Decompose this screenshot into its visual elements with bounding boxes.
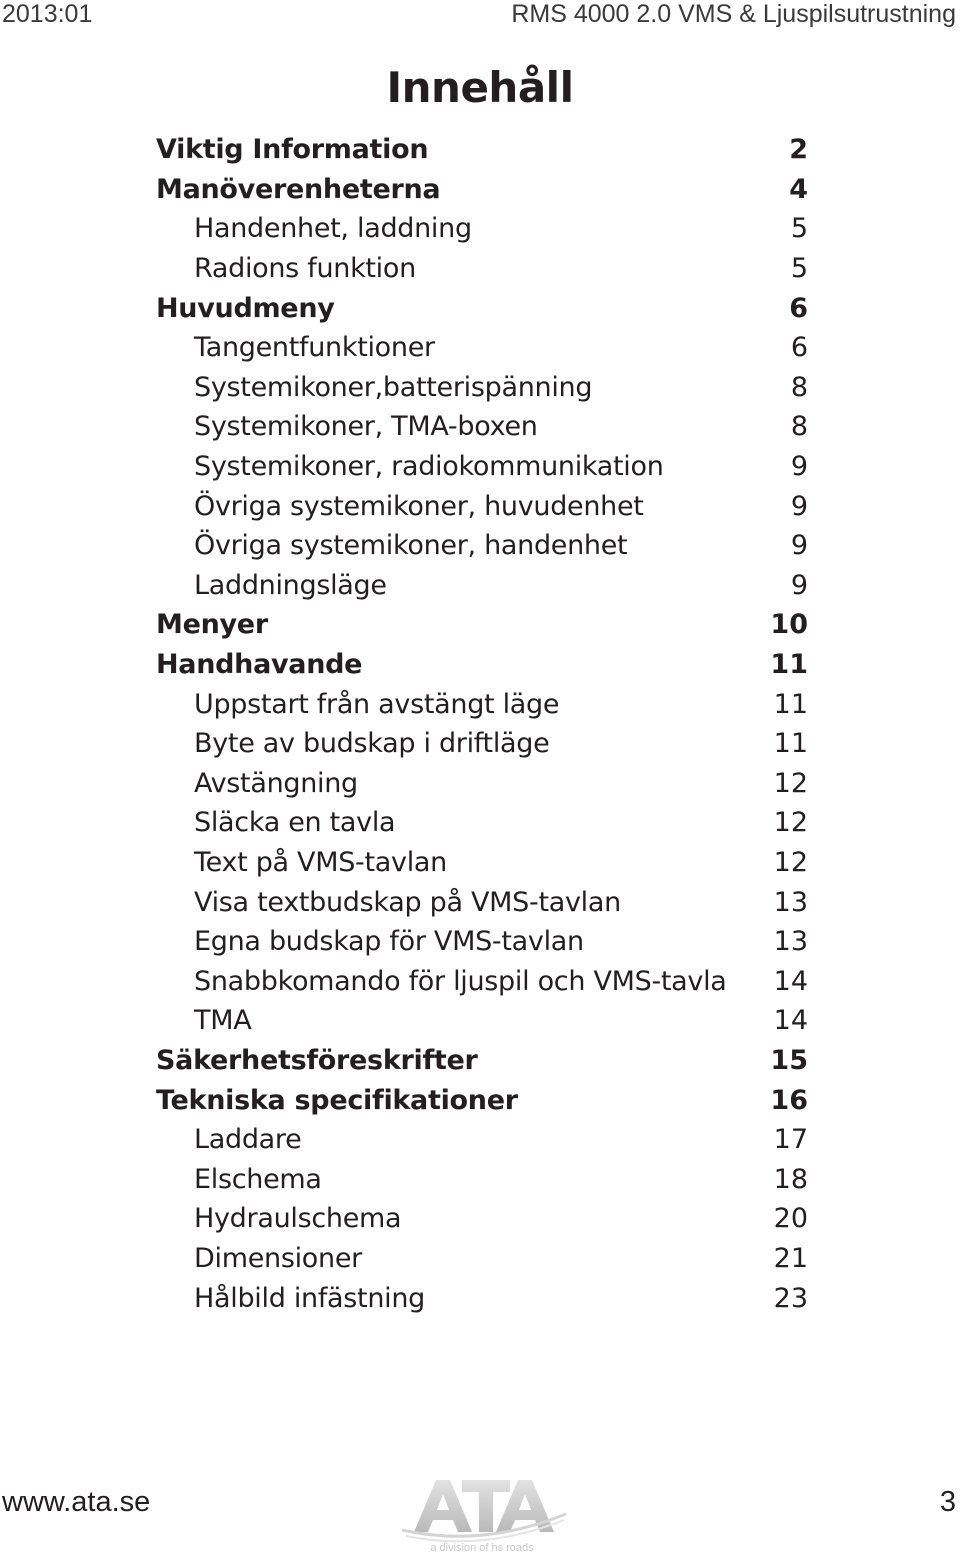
toc-entry	[156, 447, 808, 487]
toc-entry-page: 9	[790, 530, 808, 562]
toc-entry-page: 6	[790, 332, 808, 364]
toc-entry	[156, 288, 808, 328]
toc-entry-label: Manöverenheterna	[156, 173, 441, 205]
toc-entry-label: Övriga systemikoner, huvudenhet	[194, 490, 644, 522]
toc-entry	[156, 843, 808, 883]
toc-entry-page: 11	[770, 649, 808, 681]
toc-entry-label: Huvudmeny	[156, 292, 335, 324]
toc-entry-label: Laddningsläge	[194, 569, 387, 601]
toc-entry	[156, 130, 808, 170]
toc-entry	[156, 645, 808, 685]
toc-entry	[156, 209, 808, 249]
toc-entry-label: Text på VMS-tavlan	[194, 846, 447, 878]
toc-entry	[156, 368, 808, 408]
toc-entry	[156, 486, 808, 526]
page-title: Innehåll	[386, 63, 574, 112]
toc-entry-label: Säkerhetsföreskrifter	[156, 1044, 478, 1076]
header-document-title: RMS 4000 2.0 VMS & Ljuspilsutrustning	[511, 0, 956, 28]
toc-entry-label: Snabbkomando för ljuspil och VMS-tavla	[194, 965, 727, 997]
toc-entry-label: Tekniska specifikationer	[156, 1084, 518, 1116]
toc-entry-label: Handhavande	[156, 649, 363, 681]
toc-entry-page: 8	[790, 411, 808, 443]
toc-entry	[156, 1041, 808, 1081]
toc-entry-page: 23	[773, 1282, 808, 1314]
toc-entry-label: Avstängning	[194, 767, 358, 799]
toc-entry-page: 14	[773, 1005, 808, 1037]
toc-entry-page: 2	[789, 134, 808, 166]
toc-entry	[156, 803, 808, 843]
toc-entry	[156, 605, 808, 645]
toc-entry-page: 9	[790, 490, 808, 522]
toc-entry	[156, 684, 808, 724]
toc-entry-label: Laddare	[194, 1124, 302, 1156]
toc-entry	[156, 566, 808, 606]
toc-entry-label: Systemikoner,batterispänning	[194, 371, 593, 403]
toc-entry-page: 6	[789, 292, 808, 324]
toc-entry-label: Elschema	[194, 1163, 322, 1195]
toc-entry-label: Dimensioner	[194, 1242, 362, 1274]
ata-logo	[392, 1474, 572, 1558]
toc-entry-page: 14	[773, 965, 808, 997]
logo-tagline: a division of hs roads	[430, 1542, 534, 1554]
toc-entry	[156, 249, 808, 289]
toc-entry-page: 12	[773, 846, 808, 878]
toc-entry	[156, 724, 808, 764]
toc-entry	[156, 407, 808, 447]
toc-entry-page: 13	[773, 926, 808, 958]
toc-entry	[156, 882, 808, 922]
toc-entry-page: 12	[773, 767, 808, 799]
toc-entry-label: Byte av budskap i driftläge	[194, 728, 550, 760]
toc-entry	[156, 526, 808, 566]
toc-entry	[156, 1120, 808, 1160]
toc-entry-label: Menyer	[156, 609, 268, 641]
toc-entry	[156, 1159, 808, 1199]
toc-entry	[156, 1199, 808, 1239]
toc-entry-page: 21	[773, 1242, 808, 1274]
toc-entry	[156, 1278, 808, 1318]
toc-entry	[156, 1001, 808, 1041]
toc-entry-page: 8	[790, 371, 808, 403]
toc-entry-page: 18	[773, 1163, 808, 1195]
toc-entry-label: Övriga systemikoner, handenhet	[194, 530, 628, 562]
toc-entry-label: Uppstart från avstängt läge	[194, 688, 560, 720]
toc-entry-page: 12	[773, 807, 808, 839]
toc-entry	[156, 328, 808, 368]
toc-entry-page: 17	[773, 1124, 808, 1156]
ata-logo-mark	[392, 1474, 572, 1544]
toc-entry-page: 4	[789, 173, 808, 205]
toc-entry-label: Egna budskap för VMS-tavlan	[194, 926, 584, 958]
toc-entry-page: 11	[773, 688, 808, 720]
toc-entry	[156, 922, 808, 962]
toc-entry-label: Tangentfunktioner	[194, 332, 435, 364]
toc-entry-page: 5	[790, 213, 808, 245]
toc-entry-page: 9	[790, 569, 808, 601]
toc-entry-page: 20	[773, 1203, 808, 1235]
toc-entry-page: 11	[773, 728, 808, 760]
toc-entry-label: Släcka en tavla	[194, 807, 396, 839]
toc-entry-page: 5	[790, 253, 808, 285]
toc-entry-page: 16	[770, 1084, 808, 1116]
toc-entry	[156, 170, 808, 210]
toc-entry-label: Systemikoner, radiokommunikation	[194, 451, 664, 483]
toc-entry	[156, 764, 808, 804]
toc-entry-page: 15	[770, 1044, 808, 1076]
toc-entry-label: Radions funktion	[194, 253, 416, 285]
toc-entry-page: 9	[790, 451, 808, 483]
toc-entry	[156, 1239, 808, 1279]
table-of-contents	[156, 130, 808, 1318]
toc-entry-label: Viktig Information	[156, 134, 429, 166]
toc-entry-label: Systemikoner, TMA-boxen	[194, 411, 538, 443]
toc-entry-page: 13	[773, 886, 808, 918]
header-date: 2013:01	[2, 0, 93, 28]
toc-entry	[156, 1080, 808, 1120]
toc-entry-label: Visa textbudskap på VMS-tavlan	[194, 886, 621, 918]
toc-entry-label: Hålbild infästning	[194, 1282, 425, 1314]
toc-entry	[156, 961, 808, 1001]
toc-entry-label: Handenhet, laddning	[194, 213, 472, 245]
toc-entry-label: Hydraulschema	[194, 1203, 402, 1235]
page-number: 3	[939, 1486, 956, 1518]
toc-entry-page: 10	[770, 609, 808, 641]
toc-entry-label: TMA	[194, 1005, 252, 1037]
footer-url: www.ata.se	[2, 1486, 151, 1518]
